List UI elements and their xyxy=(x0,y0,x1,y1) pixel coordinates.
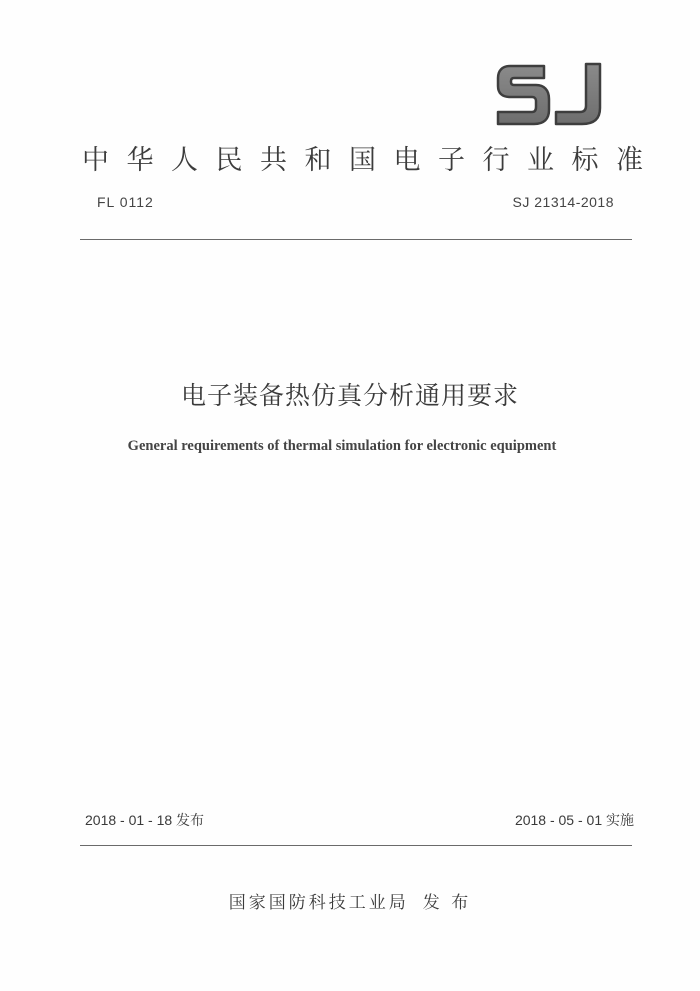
implementation-date: 2018 - 05 - 01 实施 xyxy=(514,812,634,828)
standard-category-title: 中华人民共和国电子行业标准 xyxy=(82,145,661,176)
sj-logo-icon xyxy=(494,60,604,130)
classification-code: FL 0112 xyxy=(97,194,154,210)
document-title-english: General requirements of thermal simulation for electronic equipment xyxy=(127,438,557,454)
document-title-chinese: 电子装备热仿真分析通用要求 xyxy=(180,381,519,410)
standard-number: SJ 21314-2018 xyxy=(512,194,614,210)
publish-action: 发 布 xyxy=(422,893,472,913)
publisher-line xyxy=(0,888,700,913)
header-divider xyxy=(80,239,632,240)
footer-divider xyxy=(80,845,632,846)
publisher-name: 国家国防科技工业局 xyxy=(228,893,409,913)
issue-date: 2018 - 01 - 18 发布 xyxy=(85,812,205,828)
